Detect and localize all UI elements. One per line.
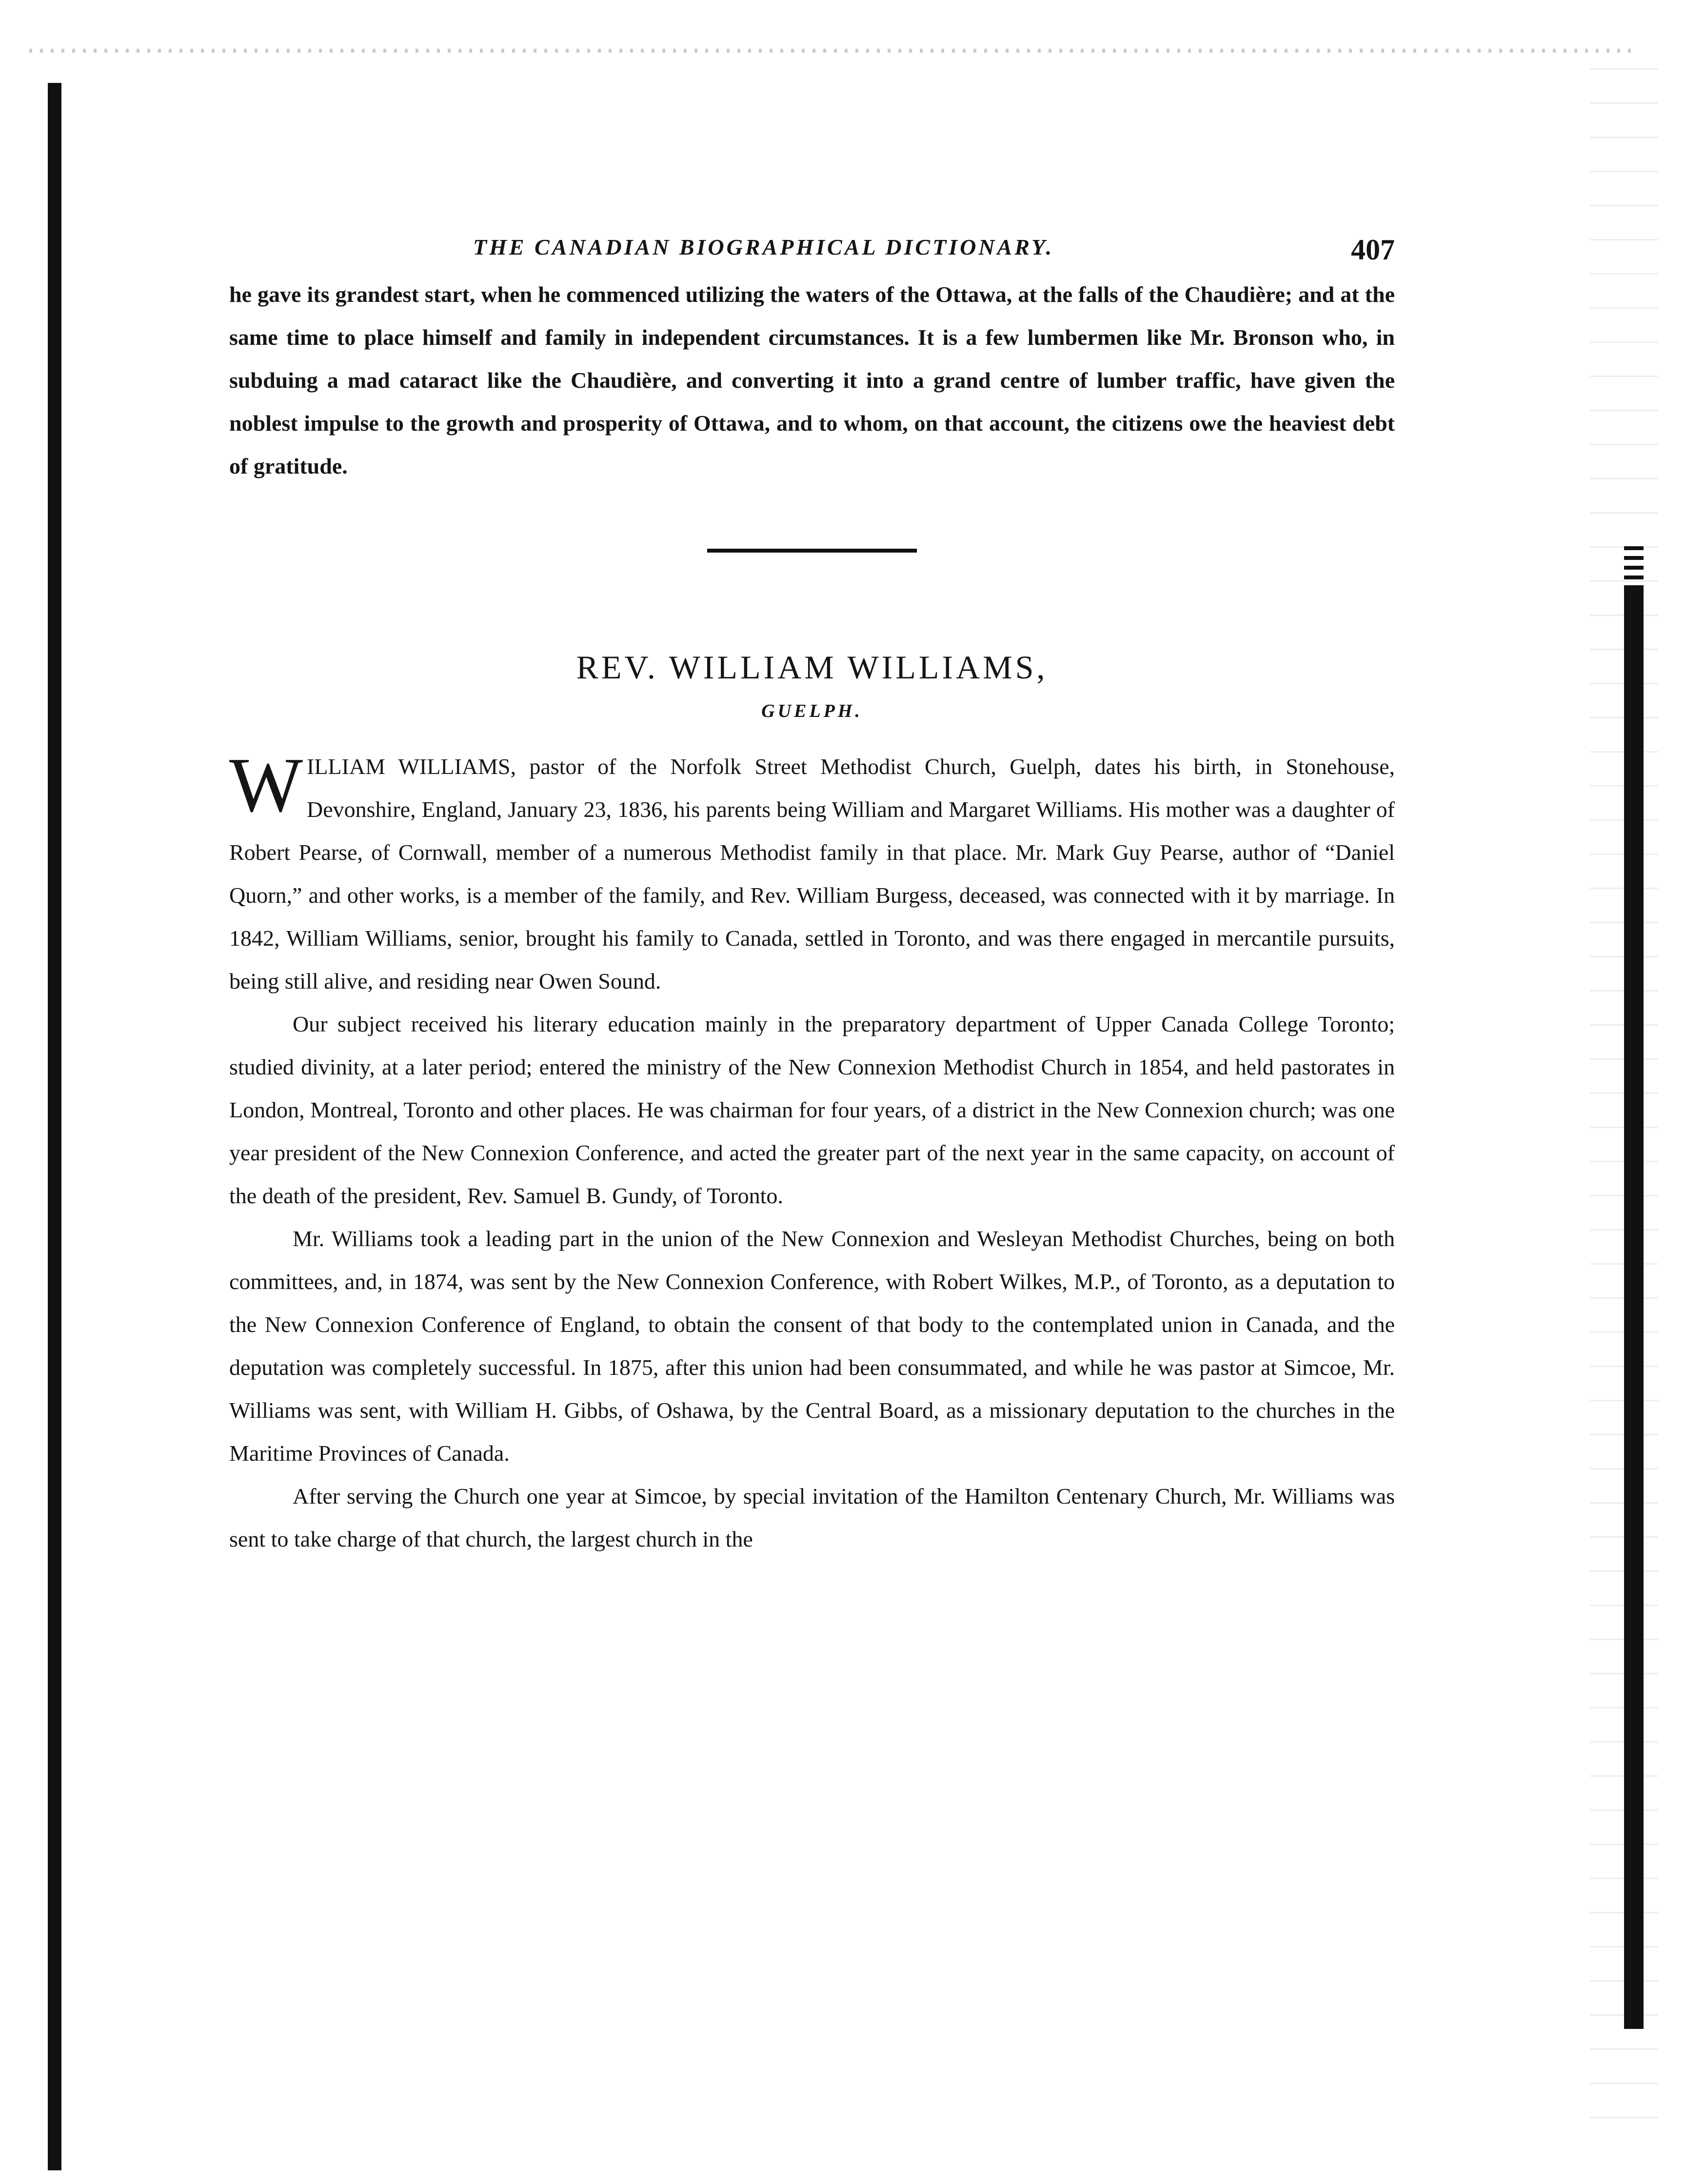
entry-paragraph-1 xyxy=(229,741,1395,1003)
entry-paragraph-2: Our subject received his literary education mainly in the preparatory department of Upper Canada College Toronto; studied divinity, at a later period; entered the ministry of the New Connexion Methodist Church in 1854, and held pastorates in London, Montreal, Toronto and other places. He was chairman for four years, of a district in the New Connexion church; was one year president of the New Connexion Conference, and acted the greater part of the next year in the same capacity, on account of the death of the president, Rev. Samuel B. Gundy, of Toronto. xyxy=(229,1012,1395,1208)
entry-location: GUELPH. xyxy=(761,701,863,721)
page-number: 407 xyxy=(1351,234,1395,266)
entry-paragraph-4: After serving the Church one year at Simcoe, by special invitation of the Hamilton Centenary Church, Mr. Williams was sent to take charge of that church, the largest church in the xyxy=(229,1484,1395,1551)
entry-paragraph-3: Mr. Williams took a leading part in the union of the New Connexion and Wesleyan Methodist Churches, being on both committees, and, in 1874, was sent by the New Connexion Conference, with Robert Wilkes, M.P., of Toronto, as a deputation to the New Connexion Conference of England, to obtain the consent of that body to the contemplated union in Canada, and the deputation was completely successful. In 1875, after this union had been consummated, and while he was pastor at Simcoe, Mr. Williams was sent, with William H. Gibbs, of Oshawa, by the Central Board, as a missionary deputation to the churches in the Maritime Provinces of Canada. xyxy=(229,1226,1395,1466)
intro-paragraph: he gave its grandest start, when he commenced utilizing the waters of the Ottawa, at the falls of the Chaudière; and at the same time to place himself and family in independent circumstances. It is a few lumbermen like Mr. Bronson who, in subduing a mad cataract like the Chaudière, and converting it into a grand centre of lumber traffic, have given the noblest impulse to the growth and prosperity of Ottawa, and to whom, on that account, the citizens owe the heaviest debt of gratitude. xyxy=(229,282,1395,478)
running-head xyxy=(229,224,1395,273)
scan-edge-top xyxy=(29,49,1639,53)
page-content xyxy=(229,224,1395,1561)
running-title: THE CANADIAN BIOGRAPHICAL DICTIONARY. xyxy=(473,235,1054,259)
entry-body xyxy=(229,741,1395,1561)
scan-edge-marks-right xyxy=(1624,546,1644,580)
section-divider xyxy=(707,549,917,553)
entry-title: REV. WILLIAM WILLIAMS, xyxy=(576,649,1048,686)
scan-binding-shadow-right xyxy=(1624,585,1644,2029)
scan-binding-shadow-left xyxy=(48,83,61,2170)
dropcap: W xyxy=(229,741,303,828)
entry-paragraph-1-text: ILLIAM WILLIAMS, pastor of the Norfolk Street Methodist Church, Guelph, dates his birth, in Stonehouse, Devonshire, England, January 23, 1836, his parents being William and Margaret Williams. His mother was a daughter of Robert Pearse, of Cornwall, member of a numerous Methodist family in that place. Mr. Mark Guy Pearse, author of “Daniel Quorn,” and other works, is a member of the family, and Rev. William Burgess, deceased, was connected with it by marriage. In 1842, William Williams, senior, brought his family to Canada, settled in Toronto, and was there engaged in mercantile pursuits, being still alive, and residing near Owen Sound. xyxy=(229,754,1395,993)
